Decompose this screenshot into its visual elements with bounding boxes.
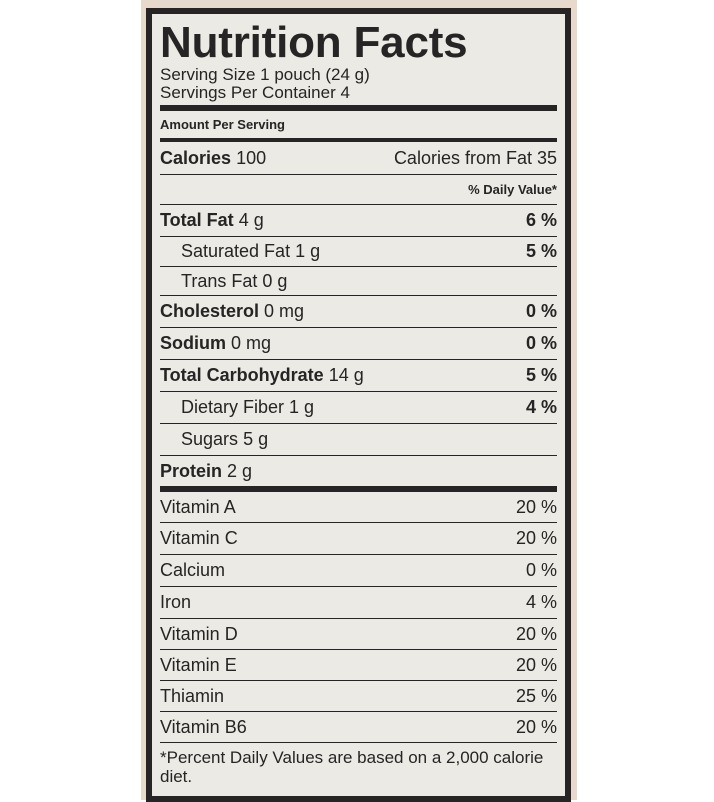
nutrient-dv: 0 % — [525, 301, 557, 321]
vitamin-row — [160, 712, 557, 743]
nutrient-label: Protein — [160, 460, 223, 481]
nutrient-amount: 5 g — [243, 429, 269, 449]
nutrient-amount: 14 g — [328, 365, 364, 385]
nutrient-row-total-carbohydrate — [160, 360, 557, 392]
vitamin-dv: 20 % — [515, 496, 557, 517]
vitamin-label: Vitamin A — [160, 496, 236, 517]
nutrient-label: Total Fat — [160, 210, 234, 230]
calories-row — [160, 142, 557, 175]
vitamin-dv: 20 % — [515, 716, 557, 737]
nutrient-row-total-fat — [160, 205, 557, 237]
daily-value-header-row — [160, 175, 557, 205]
nutrient-label: Total Carbohydrate — [160, 365, 324, 385]
nutrient-dv: 5 % — [525, 241, 557, 261]
vitamin-label: Vitamin C — [160, 528, 238, 548]
nutrient-row-trans-fat — [160, 267, 557, 296]
daily-value-header: % Daily Value* — [468, 182, 557, 197]
serving-size: Serving Size 1 pouch (24 g) — [160, 65, 370, 84]
vitamin-dv: 4 % — [525, 592, 557, 612]
vitamin-label: Vitamin E — [160, 654, 237, 675]
nutrient-row-dietary-fiber — [160, 392, 557, 424]
nutrient-amount: 0 g — [262, 270, 288, 291]
vitamin-row — [160, 523, 557, 555]
vitamin-row — [160, 555, 557, 587]
nutrient-dv: 0 % — [525, 333, 557, 353]
nutrient-amount: 4 g — [238, 210, 264, 230]
nutrient-label: Cholesterol — [160, 301, 260, 321]
vitamin-row — [160, 681, 557, 712]
vitamin-label: Vitamin D — [160, 623, 238, 644]
nutrient-dv: 6 % — [525, 210, 557, 230]
nutrient-dv: 4 % — [525, 397, 557, 417]
nutrient-row-saturated-fat — [160, 237, 557, 267]
nutrient-label: Sodium — [160, 333, 226, 353]
vitamin-row — [160, 492, 557, 523]
panel-content — [160, 14, 557, 796]
nutrition-facts-panel — [146, 8, 571, 802]
vitamin-label: Thiamin — [160, 685, 225, 706]
vitamin-label: Vitamin B6 — [160, 716, 247, 737]
nutrient-amount: 2 g — [227, 460, 253, 481]
calories-value: 100 — [236, 147, 267, 168]
nutrient-row-sugars — [160, 424, 557, 456]
vitamin-label: Iron — [160, 592, 192, 612]
vitamin-dv: 20 % — [515, 528, 557, 548]
nutrient-row-protein — [160, 456, 557, 486]
footnote: *Percent Daily Values are based on a 2,000 calorie diet. — [160, 748, 544, 786]
nutrient-label: Saturated Fat — [181, 241, 291, 261]
servings-per-container: Servings Per Container 4 — [160, 83, 350, 102]
vitamin-dv: 25 % — [515, 685, 557, 706]
calories-from-fat: Calories from Fat 35 — [393, 147, 557, 168]
nutrient-label: Dietary Fiber — [181, 397, 285, 417]
nutrient-row-sodium — [160, 328, 557, 360]
vitamin-dv: 20 % — [515, 623, 557, 644]
vitamin-row — [160, 650, 557, 681]
nutrient-label: Trans Fat — [181, 270, 258, 291]
nutrient-amount: 1 g — [295, 241, 321, 261]
panel-title: Nutrition Facts — [160, 18, 468, 67]
vitamin-dv: 0 % — [525, 560, 557, 580]
calories-label: Calories — [160, 147, 232, 168]
vitamin-dv: 20 % — [515, 654, 557, 675]
nutrient-amount: 0 mg — [264, 301, 305, 321]
nutrient-label: Sugars — [181, 429, 239, 449]
vitamin-row — [160, 619, 557, 650]
vitamin-label: Calcium — [160, 560, 226, 580]
nutrient-dv: 5 % — [525, 365, 557, 385]
amount-per-serving-label: Amount Per Serving — [160, 117, 285, 132]
vitamin-row — [160, 587, 557, 619]
nutrient-amount: 1 g — [289, 397, 315, 417]
amount-per-serving-row — [160, 111, 557, 139]
nutrient-amount: 0 mg — [231, 333, 272, 353]
nutrient-row-cholesterol — [160, 296, 557, 328]
